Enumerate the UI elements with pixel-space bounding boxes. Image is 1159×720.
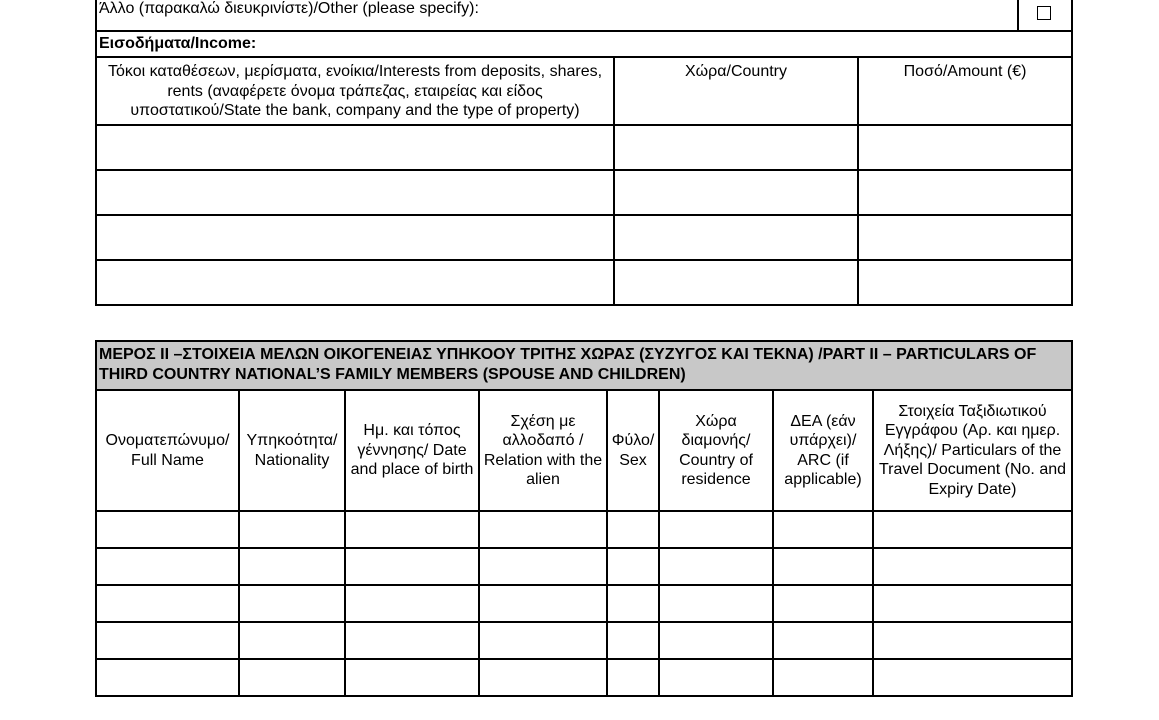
income-country-field[interactable] (614, 215, 858, 260)
arc-field[interactable] (773, 659, 873, 696)
income-header-row (96, 31, 1072, 57)
income-col-description: Τόκοι καταθέσεων, μερίσματα, ενοίκια/Interests from deposits, shares, rents (αναφέρετε όνομα τράπεζας, εταιρείας και είδος υποστατικού/State the bank, company and the type of property) (96, 57, 614, 125)
relation-field[interactable] (479, 511, 607, 548)
residence-field[interactable] (659, 585, 773, 622)
income-col-country: Χώρα/Country (614, 57, 858, 125)
income-description-field[interactable] (96, 125, 614, 170)
col-sex: Φύλο/ Sex (607, 390, 659, 511)
income-amount-field[interactable] (858, 260, 1072, 305)
income-row (96, 125, 1072, 170)
family-column-headers (96, 390, 1072, 511)
income-col-amount: Ποσό/Amount (€) (858, 57, 1072, 125)
family-member-row (96, 622, 1072, 659)
full-name-field[interactable] (96, 622, 239, 659)
sex-field[interactable] (607, 548, 659, 585)
income-country-field[interactable] (614, 125, 858, 170)
col-full-name: Ονοματεπώνυμο/ Full Name (96, 390, 239, 511)
nationality-field[interactable] (239, 548, 345, 585)
birth-field[interactable] (345, 659, 479, 696)
col-arc: ΔΕΑ (εάν υπάρχει)/ ARC (if applicable) (773, 390, 873, 511)
other-specify-cell (96, 0, 1072, 31)
nationality-field[interactable] (239, 622, 345, 659)
sex-field[interactable] (607, 585, 659, 622)
income-country-field[interactable] (614, 170, 858, 215)
relation-field[interactable] (479, 585, 607, 622)
income-header: Εισοδήματα/Income: (96, 31, 1072, 57)
birth-field[interactable] (345, 548, 479, 585)
sex-field[interactable] (607, 622, 659, 659)
full-name-field[interactable] (96, 659, 239, 696)
residence-field[interactable] (659, 622, 773, 659)
other-checkbox[interactable] (1037, 6, 1051, 20)
family-member-row (96, 659, 1072, 696)
family-member-row (96, 511, 1072, 548)
income-country-field[interactable] (614, 260, 858, 305)
col-country-residence: Χώρα διαμονής/ Country of residence (659, 390, 773, 511)
part2-header-row (96, 341, 1072, 390)
residence-field[interactable] (659, 548, 773, 585)
birth-field[interactable] (345, 622, 479, 659)
income-column-headers (96, 57, 1072, 125)
part2-header: ΜΕΡΟΣ ΙΙ –ΣΤΟΙΧΕΙΑ ΜΕΛΩΝ ΟΙΚΟΓΕΝΕΙΑΣ ΥΠΗΚΟΟΥ ΤΡΙΤΗΣ ΧΩΡΑΣ (ΣΥΖΥΓΟΣ ΚΑΙ ΤΕΚΝΑ) /PART II – PARTICULARS OF THIRD COUNTRY NATIONAL’S FAMILY MEMBERS (SPOUSE AND CHILDREN) (96, 341, 1072, 390)
travel-document-field[interactable] (873, 548, 1072, 585)
checkbox-cell (1017, 0, 1071, 30)
income-description-field[interactable] (96, 215, 614, 260)
other-specify-row (96, 0, 1072, 31)
arc-field[interactable] (773, 548, 873, 585)
full-name-field[interactable] (96, 548, 239, 585)
nationality-field[interactable] (239, 585, 345, 622)
arc-field[interactable] (773, 585, 873, 622)
income-amount-field[interactable] (858, 125, 1072, 170)
travel-document-field[interactable] (873, 511, 1072, 548)
col-travel-document: Στοιχεία Ταξιδιωτικού Εγγράφου (Αρ. και ημερ. Λήξης)/ Particulars of the Travel Document (No. and Expiry Date) (873, 390, 1072, 511)
arc-field[interactable] (773, 622, 873, 659)
col-relation: Σχέση με αλλοδαπό / Relation with the alien (479, 390, 607, 511)
income-row (96, 215, 1072, 260)
travel-document-field[interactable] (873, 585, 1072, 622)
family-member-row (96, 585, 1072, 622)
col-nationality: Υπηκοότητα/ Nationality (239, 390, 345, 511)
full-name-field[interactable] (96, 585, 239, 622)
sex-field[interactable] (607, 511, 659, 548)
relation-field[interactable] (479, 622, 607, 659)
relation-field[interactable] (479, 548, 607, 585)
birth-field[interactable] (345, 585, 479, 622)
income-table (95, 0, 1073, 306)
relation-field[interactable] (479, 659, 607, 696)
income-description-field[interactable] (96, 260, 614, 305)
nationality-field[interactable] (239, 659, 345, 696)
sex-field[interactable] (607, 659, 659, 696)
travel-document-field[interactable] (873, 659, 1072, 696)
travel-document-field[interactable] (873, 622, 1072, 659)
income-description-field[interactable] (96, 170, 614, 215)
residence-field[interactable] (659, 659, 773, 696)
income-row (96, 170, 1072, 215)
residence-field[interactable] (659, 511, 773, 548)
family-members-table (95, 340, 1073, 697)
other-specify-label: Άλλο (παρακαλώ διευκρινίστε)/Other (please specify): (99, 0, 479, 17)
birth-field[interactable] (345, 511, 479, 548)
full-name-field[interactable] (96, 511, 239, 548)
col-date-place-birth: Ημ. και τόπος γέννησης/ Date and place of birth (345, 390, 479, 511)
income-amount-field[interactable] (858, 170, 1072, 215)
nationality-field[interactable] (239, 511, 345, 548)
income-row (96, 260, 1072, 305)
arc-field[interactable] (773, 511, 873, 548)
family-member-row (96, 548, 1072, 585)
income-amount-field[interactable] (858, 215, 1072, 260)
